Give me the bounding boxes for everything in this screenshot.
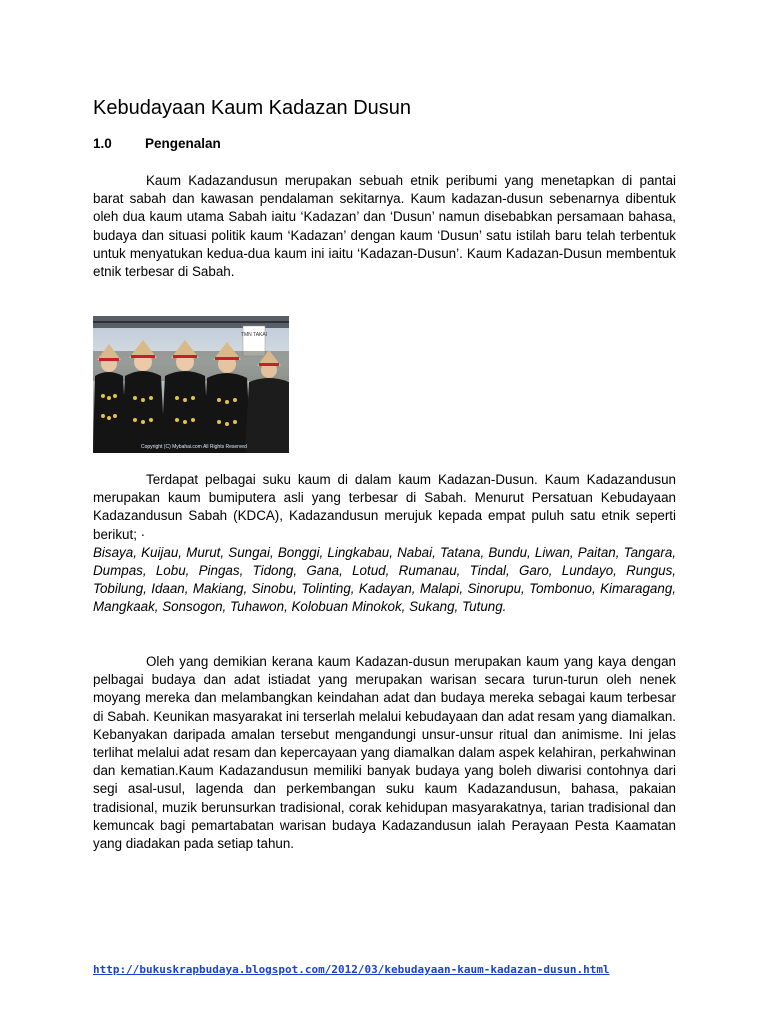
ethnic-groups-intro: Terdapat pelbagai suku kaum di dalam kaum Kadazan-Dusun. Kaum Kadazandusun merupakan kaum bumiputera asli yang terbesar di Sabah. Menurut Persatuan Kebudayaan Kadazandusun Sabah (KDCA), Kadazandusun merujuk kepada empat puluh satu etnik seperti berikut; · [93, 472, 676, 542]
kadazan-dancers-photo [93, 316, 289, 453]
source-url-link[interactable]: http://bukuskrapbudaya.blogspot.com/2012/03/kebudayaan-kaum-kadazan-dusun.html [93, 963, 610, 976]
photo-copyright: Copyright (C) Mybahai.com All Rights Reserved [141, 444, 247, 450]
dancers-illustration [93, 316, 289, 453]
section-number: 1.0 [93, 136, 112, 151]
ethnic-groups-list: Bisaya, Kuijau, Murut, Sungai, Bonggi, Lingkabau, Nabai, Tatana, Bundu, Liwan, Paitan, Tangara, Dumpas, Lobu, Pingas, Tidong, Gana, Lotud, Rumanau, Tindal, Garo, Lundayo, Rungus, Tobilung, Idaan, Makiang, Sinobu, Tolinting, Kadayan, Malapi, Sinorupu, Tombonuo, Kimaragang, Mangkaak, Sonsogon, Tuhawon, Kolobuan Minokok, Sukang, Tutung. [93, 544, 676, 615]
intro-paragraph: Kaum Kadazandusun merupakan sebuah etnik peribumi yang menetapkan di pantai barat sabah dan kawasan pendalaman sekitarnya. Kaum kadazan-dusun sebenarnya dibentuk oleh dua kaum utama Sabah iaitu ‘Kadazan’ dan ‘Dusun’ namun disebabkan persamaan bahasa, budaya dan situasi politik kaum ‘Kadazan’ dengan kaum ‘Dusun’ satu istilah baru telah terbentuk untuk menyatukan kedua-dua kaum ini iaitu ‘Kadazan-Dusun’. Kaum Kadazan-Dusun membentuk etnik terbesar di Sabah. [93, 173, 676, 280]
culture-paragraph: Oleh yang demikian kerana kaum Kadazan-dusun merupakan kaum yang kaya dengan pelbagai budaya dan adat istiadat yang merupakan warisan secara turun-turun oleh nenek moyang mereka dan melambangkan keindahan adat dan budaya mereka sebagai kaum terbesar di Sabah. Keunikan masyarakat ini terserlah melalui kebudayaan dan adat resam yang diamalkan. Kebanyakan daripada amalan tersebut mengandungi unsur-unsur ritual dan animisme. Ini jelas terlihat melalui adat resam dan kepercayaan yang diamalkan dalam aspek kelahiran, perkahwinan dan kematian.Kaum Kadazandusun memiliki banyak budaya yang boleh diwarisi contohnya dari segi asal-usul, lagenda dan perkembangan suku kaum Kadazandusun, bahasa, pakaian tradisional, muzik berunsurkan tradisional, corak kehidupan masyarakatnya, tarian tradisional dan kemuncak bagi pemartabatan warisan budaya Kadazandusun ialah Perayaan Pesta Kaamatan yang diadakan pada setiap tahun. [93, 654, 676, 852]
sign-board-text: TMN TAKAI [240, 332, 268, 338]
ethnic-groups-paragraph [93, 471, 676, 617]
section-title: Pengenalan [145, 136, 221, 151]
document-title: Kebudayaan Kaum Kadazan Dusun [93, 97, 412, 119]
